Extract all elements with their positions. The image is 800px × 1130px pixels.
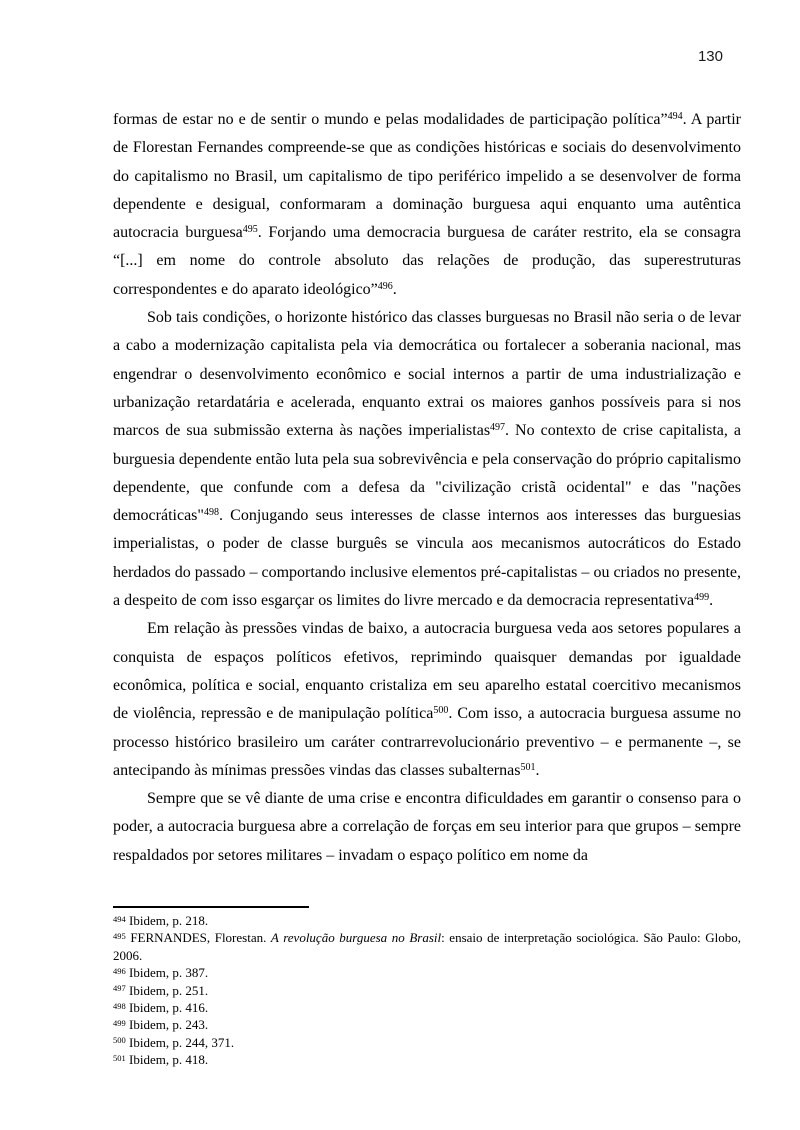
text-segment: : ensaio de interpretação sociológica. São Paulo: Globo, 2006. [113,930,741,963]
footnote-ref: 501 [520,761,536,773]
footnote-ref: 496 [377,280,393,292]
text-segment: FERNANDES, Florestan. [125,930,271,946]
text-segment: Sempre que se vê diante de uma crise e encontra dificuldades em garantir o consenso para o poder, a autocracia burguesa abre a correlação de forças em seu interior para que grupos – sempre respaldados por setores militares – invadam o espaço político em nome da [113,790,741,864]
footnote-number: 498 [113,1000,126,1011]
text-segment: . No contexto de crise capitalista, a burguesia dependente então luta pela sua sobrevivência e pela conservação do próprio capitalismo dependente, que confunde com a defesa da "civilização cristã ocidental" e das "nações democráticas" [113,422,741,525]
footnote-number: 495 [113,930,126,941]
footnote [113,1034,741,1051]
footnote [113,929,741,964]
text-segment: . Forjando uma democracia burguesa de caráter restrito, ela se consagra “[...] em nome do controle absoluto das relações de produção, das superestruturas correspondentes e do aparato ideológico” [113,224,742,298]
text-segment: Ibidem, p. 251. [125,982,209,998]
text-segment: Em relação às pressões vindas de baixo, a autocracia burguesa veda aos setores populares a conquista de espaços políticos efetivos, reprimindo quaisquer demandas por igualdade econômica, política e social, enquanto cristaliza em seu aparelho estatal coercitivo mecanismos de violência, repressão e de manipulação política [113,620,741,723]
text-segment: . Conjugando seus interesses de classe internos aos interesses das burguesias imperialistas, o poder de classe burguês se vincula aos mecanismos autocráticos do Estado herdados do passado – comportando inclusive elementos pré-capitalistas – ou criados no presente, a despeito de com isso esgarçar os limites do livre mercado e da democracia representativa [113,507,741,610]
body-text [113,106,741,870]
text-segment: Ibidem, p. 244, 371. [125,1034,235,1050]
footnote-ref: 499 [694,592,710,604]
footnote-number: 500 [113,1035,126,1046]
page-number: 130 [697,48,723,65]
footnote [113,1051,741,1068]
text-segment: Sob tais condições, o horizonte histórico das classes burguesas no Brasil não seria o de levar a cabo a modernização capitalista pela via democrática ou fortalecer a soberania nacional, mas engendrar o desenvolvimento econômico e social internos a partir de uma industrialização e urbanização retardatária e acelerada, enquanto extrai os maiores ganhos possíveis para si nos marcos de sua submissão externa às nações imperialistas [113,309,741,440]
footnote-number: 497 [113,983,126,994]
text-segment: Ibidem, p. 418. [125,1052,209,1068]
text-segment: Ibidem, p. 416. [125,1000,209,1016]
footnote-number: 501 [113,1052,126,1063]
text-segment: . Com isso, a autocracia burguesa assume no processo histórico brasileiro um caráter contrarrevolucionário preventivo – e permanente –, se antecipando às mínimas pressões vindas das classes subalternas [113,705,741,779]
text-segment: . [535,761,540,779]
text-segment: Ibidem, p. 243. [125,1017,209,1033]
footnote-ref: 497 [490,422,506,434]
footnote-ref: 498 [203,507,219,519]
footnote [113,999,741,1016]
paragraph [113,785,741,870]
text-segment: A revolução burguesa no Brasil [270,930,442,946]
footnotes [113,912,741,1069]
footnote-ref: 494 [667,111,683,122]
footnote-separator [113,906,309,908]
paragraph [113,615,741,785]
text-segment: . A partir de Florestan Fernandes compreende-se que as condições históricas e sociais do desenvolvimento do capitalismo no Brasil, um capitalismo de tipo periférico impelido a se desenvolver de forma dependente e desigual, conformaram a dominação burguesa aqui enquanto uma autêntica autocracia burguesa [113,111,742,242]
paragraph [113,304,741,615]
footnote [113,964,741,981]
footnotes-section [113,906,741,1069]
text-segment: Ibidem, p. 387. [125,965,209,981]
footnote [113,912,741,929]
text-segment: . [392,280,397,298]
footnote-number: 499 [113,1017,126,1028]
footnote-number: 494 [113,913,126,924]
paragraph [113,106,741,304]
text-segment: formas de estar no e de sentir o mundo e pelas modalidades de participação política” [113,111,668,128]
footnote-ref: 500 [433,705,449,717]
footnote [113,982,741,999]
footnote-number: 496 [113,965,126,976]
footnote-ref: 495 [242,224,258,236]
text-segment: . [709,592,714,610]
footnote [113,1016,741,1033]
text-segment: Ibidem, p. 218. [125,913,209,928]
